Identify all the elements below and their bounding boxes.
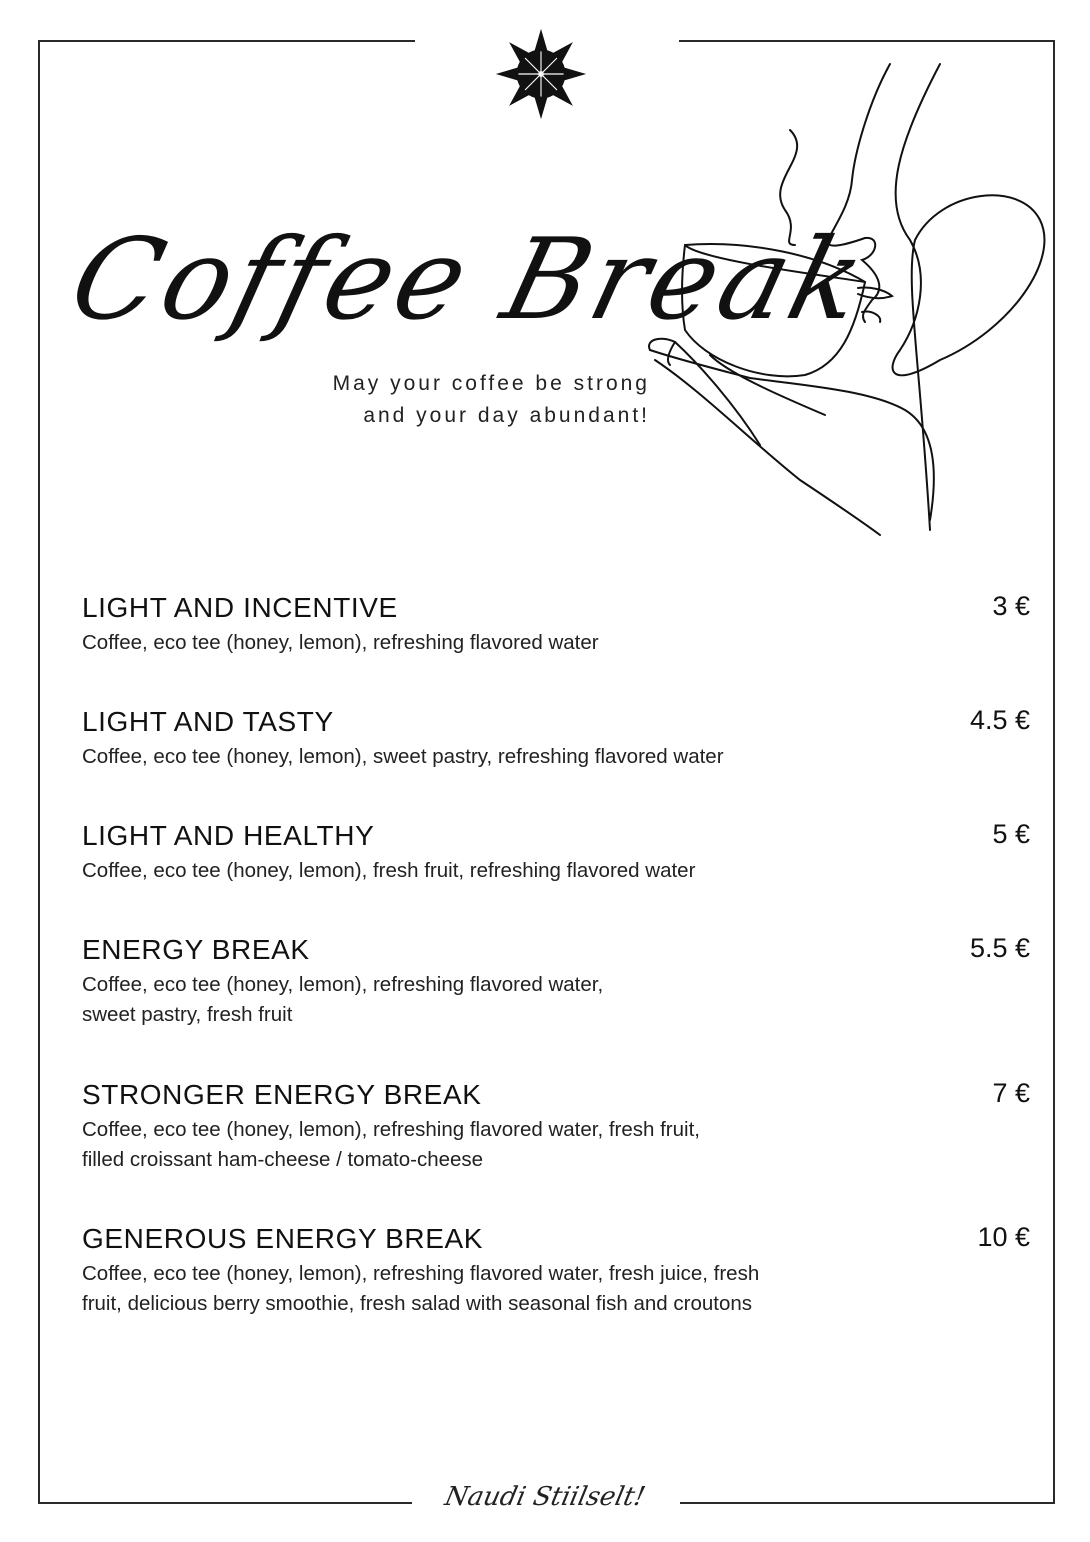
menu-item-desc-line: Coffee, eco tee (honey, lemon), refreshing flavored water, (82, 973, 604, 996)
menu-item-price: 10 € (977, 1222, 1030, 1252)
frame-top-left (38, 40, 415, 42)
menu-item-name: STRONGER ENERGY BREAK (82, 1079, 482, 1110)
menu-item-description (82, 1259, 902, 1319)
menu-item-price: 5 € (992, 819, 1030, 849)
menu-item-name: LIGHT AND INCENTIVE (82, 592, 398, 623)
star-mandala-icon (494, 27, 588, 121)
menu-item-description (82, 1115, 902, 1175)
menu-item-price: 3 € (992, 591, 1030, 621)
menu-item (82, 702, 1030, 772)
menu-item-desc-line: fruit, delicious berry smoothie, fresh salad with seasonal fish and croutons (82, 1292, 753, 1315)
frame-bottom-left (38, 1502, 412, 1504)
page-title: Coffee Break (58, 215, 881, 345)
woman-drinking-coffee-icon (640, 60, 1060, 540)
menu-item-description (82, 742, 902, 772)
menu-item-name: LIGHT AND HEALTHY (82, 820, 375, 851)
menu-item (82, 1075, 1030, 1175)
menu-item-desc-line: Coffee, eco tee (honey, lemon), sweet pastry, refreshing flavored water (82, 745, 724, 768)
menu-item-desc-line: Coffee, eco tee (honey, lemon), refreshing flavored water, fresh fruit, (82, 1118, 700, 1141)
menu-item (82, 930, 1030, 1030)
menu-item (82, 588, 1030, 658)
menu-item-description (82, 628, 902, 658)
menu-item-name: LIGHT AND TASTY (82, 706, 334, 737)
menu-item-desc-line: Coffee, eco tee (honey, lemon), refreshing flavored water, fresh juice, fresh (82, 1262, 760, 1285)
menu-item-desc-line: Coffee, eco tee (honey, lemon), refreshing flavored water (82, 631, 599, 654)
tagline-line-1: May your coffee be strong (332, 372, 650, 395)
menu-item-desc-line: filled croissant ham-cheese / tomato-cheese (82, 1148, 484, 1171)
menu-item-price: 5.5 € (969, 933, 1030, 963)
footer-signature: Naudi Stiilselt! (442, 1482, 648, 1512)
frame-left (38, 40, 40, 1504)
menu-item-name: GENEROUS ENERGY BREAK (82, 1223, 484, 1254)
menu-item (82, 1219, 1030, 1319)
menu-item-price: 4.5 € (969, 705, 1030, 735)
menu-item (82, 816, 1030, 886)
menu-item-desc-line: Coffee, eco tee (honey, lemon), fresh fruit, refreshing flavored water (82, 859, 696, 882)
menu-item-description (82, 856, 902, 886)
tagline-line-2: and your day abundant! (363, 404, 650, 427)
frame-top-right (679, 40, 1055, 42)
menu-item-description (82, 970, 902, 1030)
menu-item-desc-line: sweet pastry, fresh fruit (82, 1003, 293, 1026)
frame-bottom-right (680, 1502, 1055, 1504)
menu-item-price: 7 € (992, 1078, 1030, 1108)
menu-item-name: ENERGY BREAK (82, 934, 310, 965)
tagline (250, 368, 650, 432)
